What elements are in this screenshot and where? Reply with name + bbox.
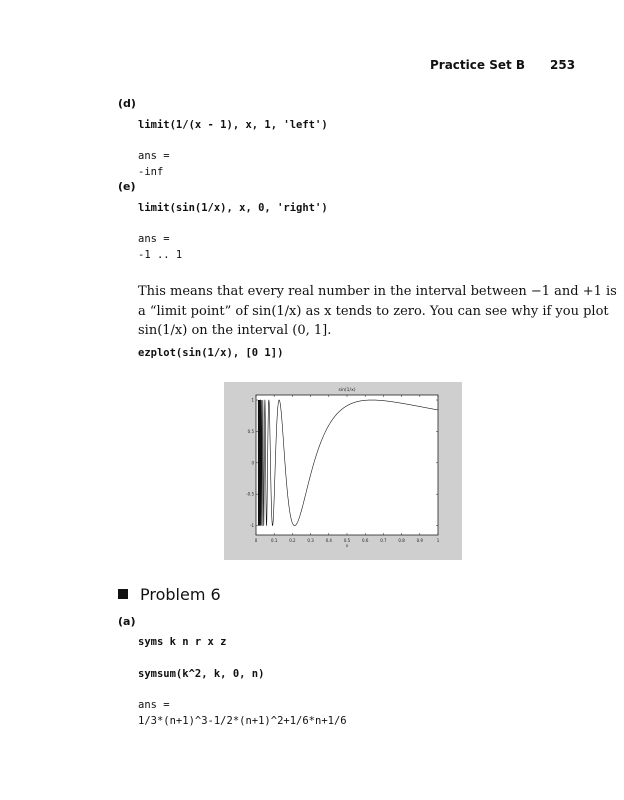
part-a-label: (a)	[118, 615, 136, 628]
x-tick-label: 0.6	[362, 538, 369, 543]
x-tick-label: 1	[436, 538, 440, 543]
explanation-line: a “limit point” of sin(1/x) as x tends to zero. You can see why if you plot	[138, 303, 609, 319]
part-d-label: (d)	[118, 97, 136, 110]
y-tick-label: 0.5	[247, 428, 254, 434]
explanation-line: sin(1/x) on the interval (0, 1].	[138, 323, 332, 338]
y-tick-label: -0.5	[246, 491, 254, 497]
y-tick-label: 0	[251, 460, 254, 466]
x-tick-label: 0.2	[289, 538, 296, 543]
problem-title: Problem 6	[140, 585, 221, 604]
part-e-label: (e)	[118, 180, 136, 193]
x-tick-label: 0.8	[398, 538, 405, 543]
part-d-ans-value: -inf	[138, 166, 164, 178]
page-number: 253	[550, 58, 576, 72]
x-tick-label: 0.3	[307, 538, 314, 543]
part-e-command: limit(sin(1/x), x, 0, 'right')	[138, 202, 328, 214]
sin-plot	[224, 382, 462, 560]
part-e-ans-label: ans =	[138, 233, 170, 245]
x-tick-label: 0.1	[271, 538, 278, 543]
x-axis-label: x	[345, 543, 349, 548]
y-tick-label: 1	[251, 397, 254, 403]
x-tick-label: 0.4	[325, 538, 332, 543]
x-tick-label: 0.5	[343, 538, 351, 543]
x-tick-label: 0	[254, 538, 258, 543]
part-a-command-2: symsum(k^2, k, 0, n)	[138, 668, 265, 680]
part-a-command-1: syms k n r x z	[138, 636, 227, 648]
part-a-ans-value: 1/3*(n+1)^3-1/2*(n+1)^2+1/6*n+1/6	[138, 715, 347, 727]
plot-area	[256, 395, 438, 535]
plot-command: ezplot(sin(1/x), [0 1])	[138, 347, 284, 359]
explanation-line: This means that every real number in the interval between −1 and +1 is	[138, 284, 617, 299]
part-a-ans-label: ans =	[138, 699, 170, 711]
part-e-ans-value: -1 .. 1	[138, 249, 183, 261]
chart-title: sin(1/x)	[338, 388, 356, 393]
problem-heading	[118, 585, 221, 604]
x-tick-label: 0.9	[416, 538, 423, 543]
plot-figure	[224, 382, 462, 560]
part-d-command: limit(1/(x - 1), x, 1, 'left')	[138, 119, 328, 131]
bullet-square-icon	[118, 589, 128, 599]
part-d-ans-label: ans =	[138, 150, 170, 162]
running-head: Practice Set B	[430, 58, 526, 72]
y-tick-label: -1	[250, 523, 254, 529]
explanation-paragraph	[138, 282, 617, 341]
x-tick-label: 0.7	[380, 538, 387, 543]
